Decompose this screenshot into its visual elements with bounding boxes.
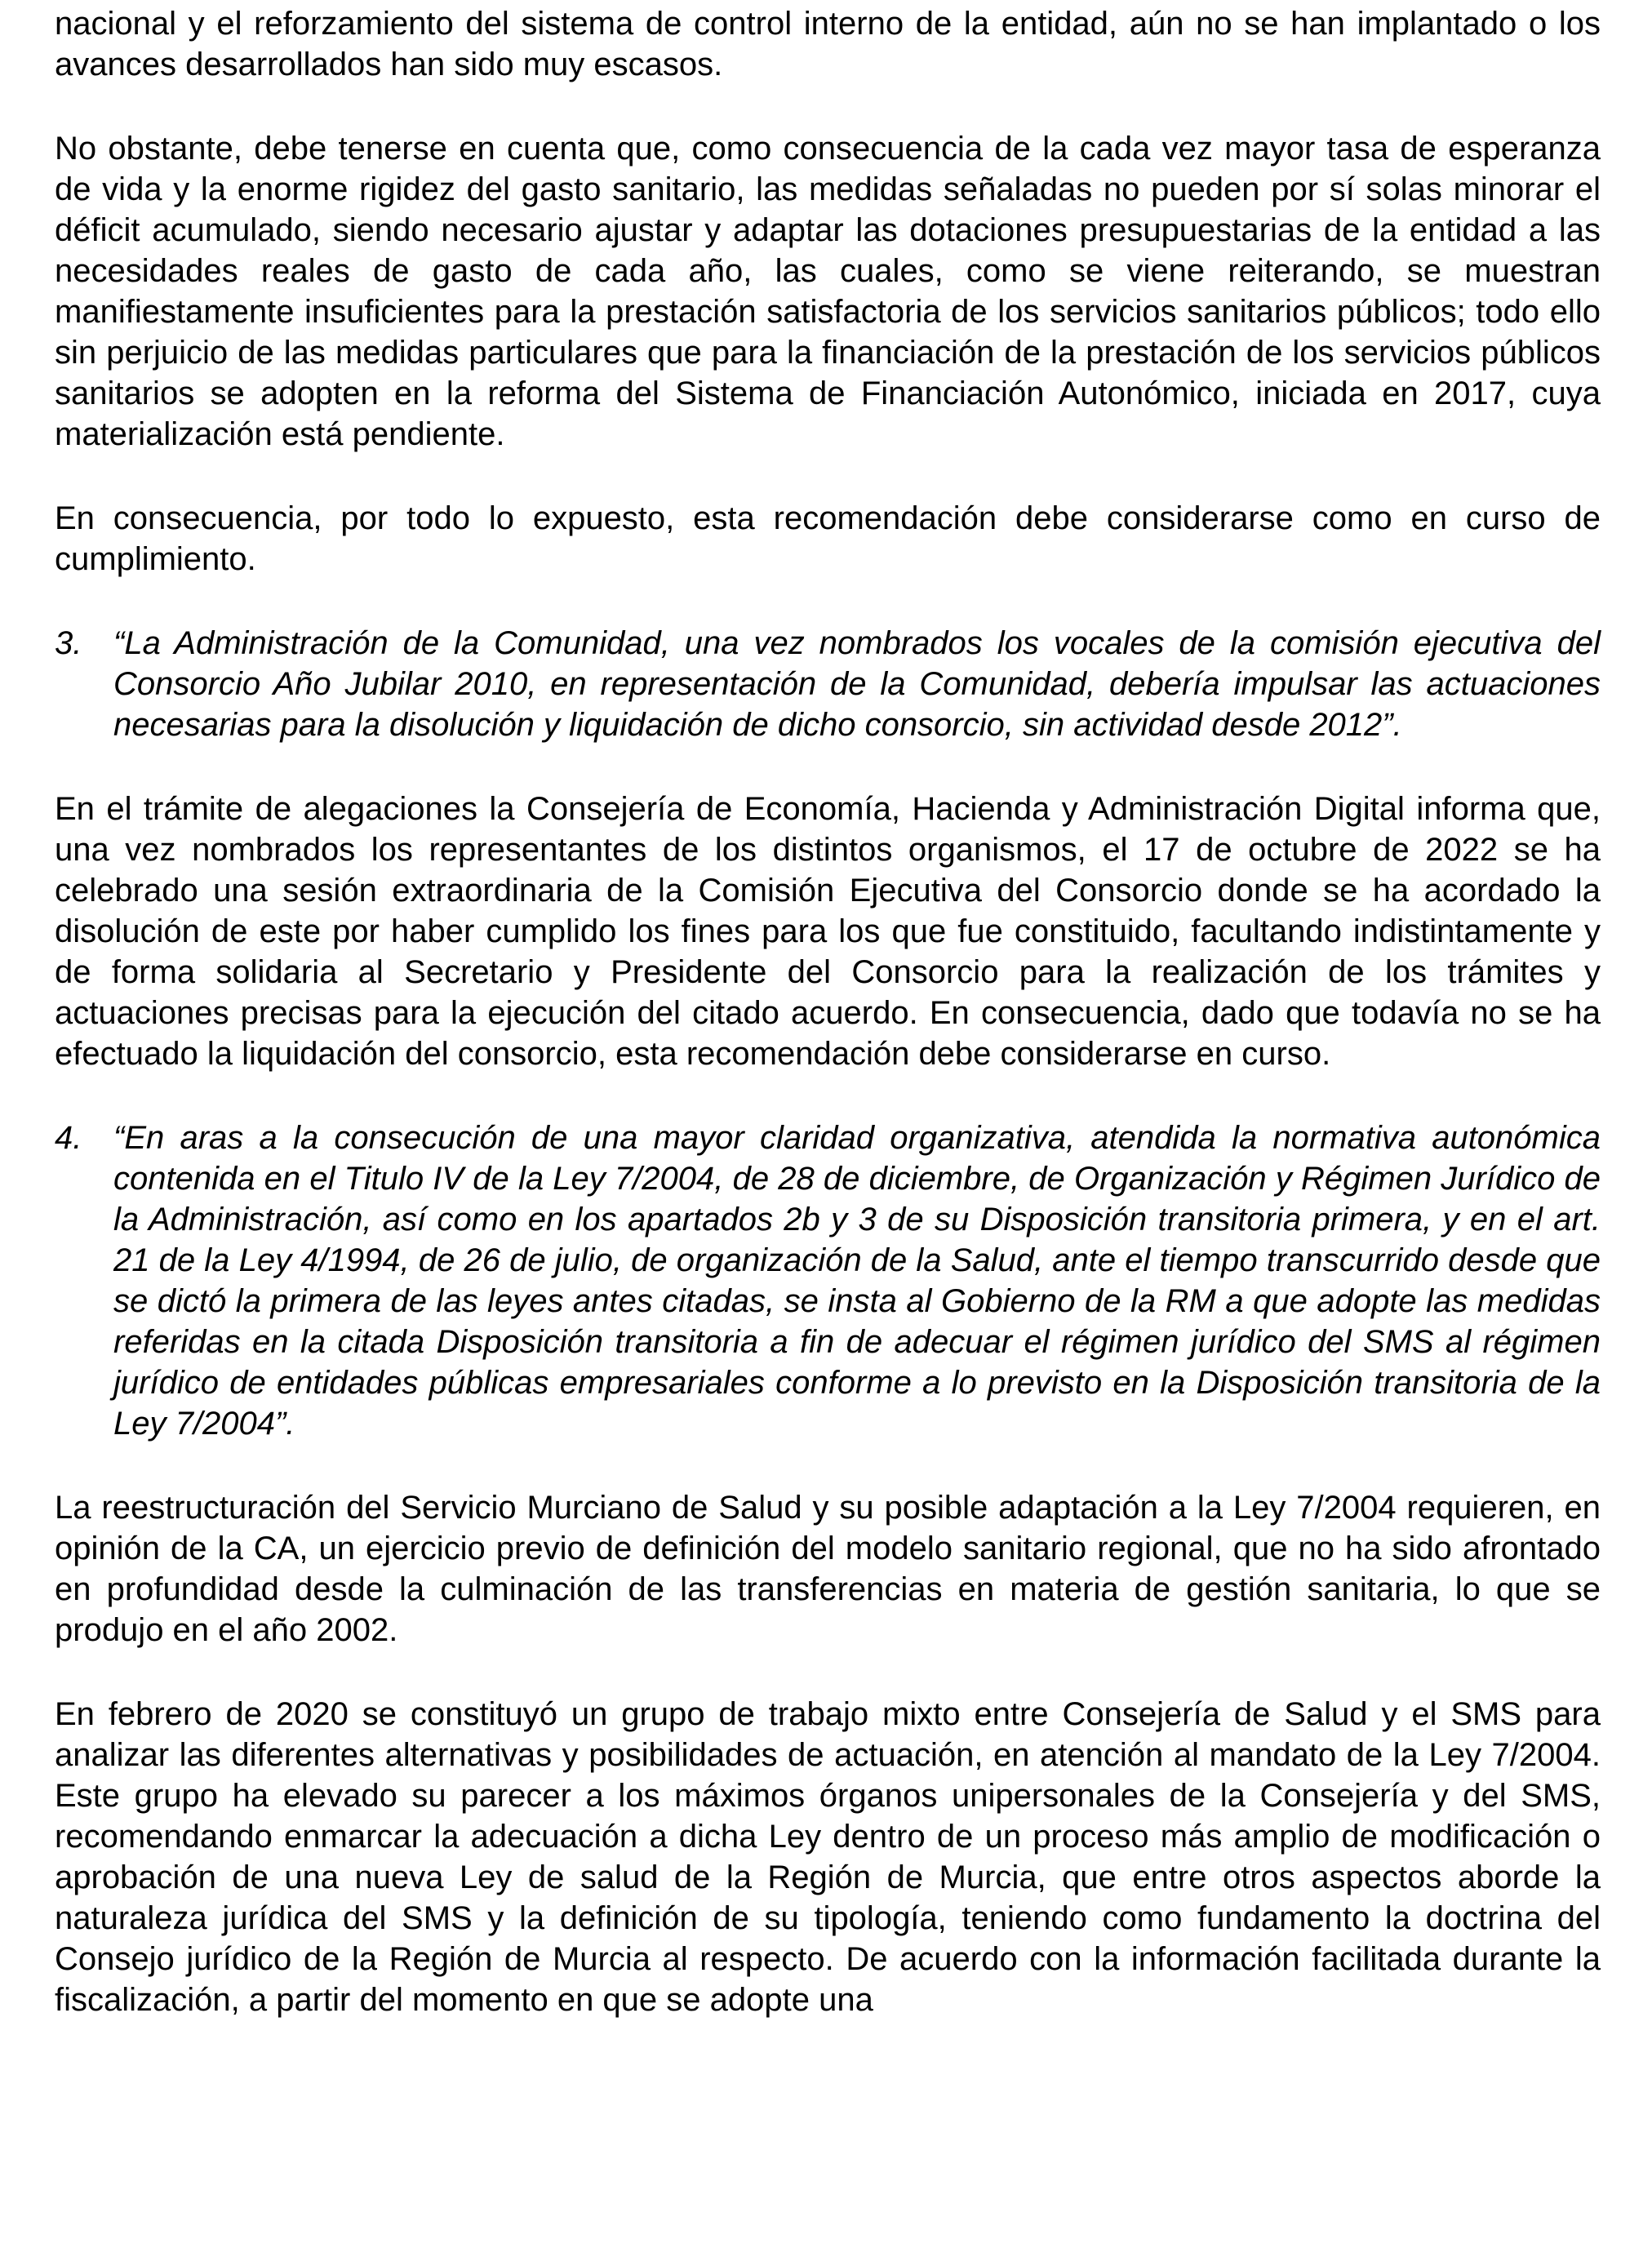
paragraph-no-obstante: No obstante, debe tenerse en cuenta que, como consecuencia de la cada vez mayor tasa de esperanza de vida y la enorme rigidez del gasto sanitario, las medidas señaladas no pueden por sí solas minorar el déficit acumulado, siendo necesario ajustar y adaptar las dotaciones presupuestarias de la entidad a las necesidades reales de gasto de cada año, las cuales, como se viene reiterando, se muestran manifiestamente insuficientes para la prestación satisfactoria de los servicios sanitarios públicos; todo ello sin perjuicio de las medidas particulares que para la financiación de la prestación de los servicios públicos sanitarios se adopten en la reforma del Sistema de Financiación Autonómico, iniciada en 2017, cuya materialización está pendiente. [55,131,1601,452]
paragraph-tramite-alegaciones: En el trámite de alegaciones la Consejería de Economía, Hacienda y Administración Digital informa que, una vez nombrados los representantes de los distintos organismos, el 17 de octubre de 2022 se ha celebrado una sesión extraordinaria de la Comisión Ejecutiva del Consorcio donde se ha acordado la disolución de este por haber cumplido los fines para los que fue constituido, facultando indistintamente y de forma solidaria al Secretario y Presidente del Consorcio para la realización de los trámites y actuaciones precisas para la ejecución del citado acuerdo. En consecuencia, dado que todavía no se ha efectuado la liquidación del consorcio, esta recomendación debe considerarse en curso. [55,791,1601,1072]
recommendation-quote: “En aras a la consecución de una mayor claridad organizativa, atendida la normativa autonómica contenida en el Titulo IV de la Ley 7/2004, de 28 de diciembre, de Organización y Régimen Jurídico de la Administración, así como en los apartados 2b y 3 de su Disposición transitoria primera, y en el art. 21 de la Ley 4/1994, de 26 de julio, de organización de la Salud, ante el tiempo transcurrido desde que se dictó la primera de las leyes antes citadas, se insta al Gobierno de la RM a que adopte las medidas referidas en la citada Disposición transitoria a fin de adecuar el régimen jurídico del SMS al régimen jurídico de entidades públicas empresariales conforme a lo previsto en la Disposición transitoria de la Ley 7/2004”. [113,1120,1601,1442]
document-body [55,3,1601,2064]
recommendation-item-4 [55,1117,1601,1444]
recommendation-number: 3. [55,625,82,661]
paragraph-reestructuracion: La reestructuración del Servicio Murciano de Salud y su posible adaptación a la Ley 7/2004 requieren, en opinión de la CA, un ejercicio previo de definición del modelo sanitario regional, que no ha sido afrontado en profundidad desde la culminación de las transferencias en materia de gestión sanitaria, lo que se produjo en el año 2002. [55,1490,1601,1648]
recommendation-number: 4. [55,1120,82,1156]
paragraph-grupo-trabajo: En febrero de 2020 se constituyó un grupo de trabajo mixto entre Consejería de Salud y el SMS para analizar las diferentes alternativas y posibilidades de actuación, en atención al mandato de la Ley 7/2004. Este grupo ha elevado su parecer a los máximos órganos unipersonales de la Consejería y del SMS, recomendando enmarcar la adecuación a dicha Ley dentro de un proceso más amplio de modificación o aprobación de una nueva Ley de salud de la Región de Murcia, que entre otros aspectos aborde la naturaleza jurídica del SMS y la definición de su tipología, teniendo como fundamento la doctrina del Consejo jurídico de la Región de Murcia al respecto. De acuerdo con la información facilitada durante la fiscalización, a partir del momento en que se adopte una [55,1696,1601,2018]
paragraph-en-consecuencia: En consecuencia, por todo lo expuesto, esta recomendación debe considerarse como en curso de cumplimiento. [55,500,1601,577]
recommendation-item-3 [55,623,1601,745]
paragraph-control-interno: nacional y el reforzamiento del sistema de control interno de la entidad, aún no se han implantado o los avances desarrollados han sido muy escasos. [55,6,1601,82]
recommendation-quote: “La Administración de la Comunidad, una vez nombrados los vocales de la comisión ejecutiva del Consorcio Año Jubilar 2010, en representación de la Comunidad, debería impulsar las actuaciones necesarias para la disolución y liquidación de dicho consorcio, sin actividad desde 2012”. [113,625,1601,743]
